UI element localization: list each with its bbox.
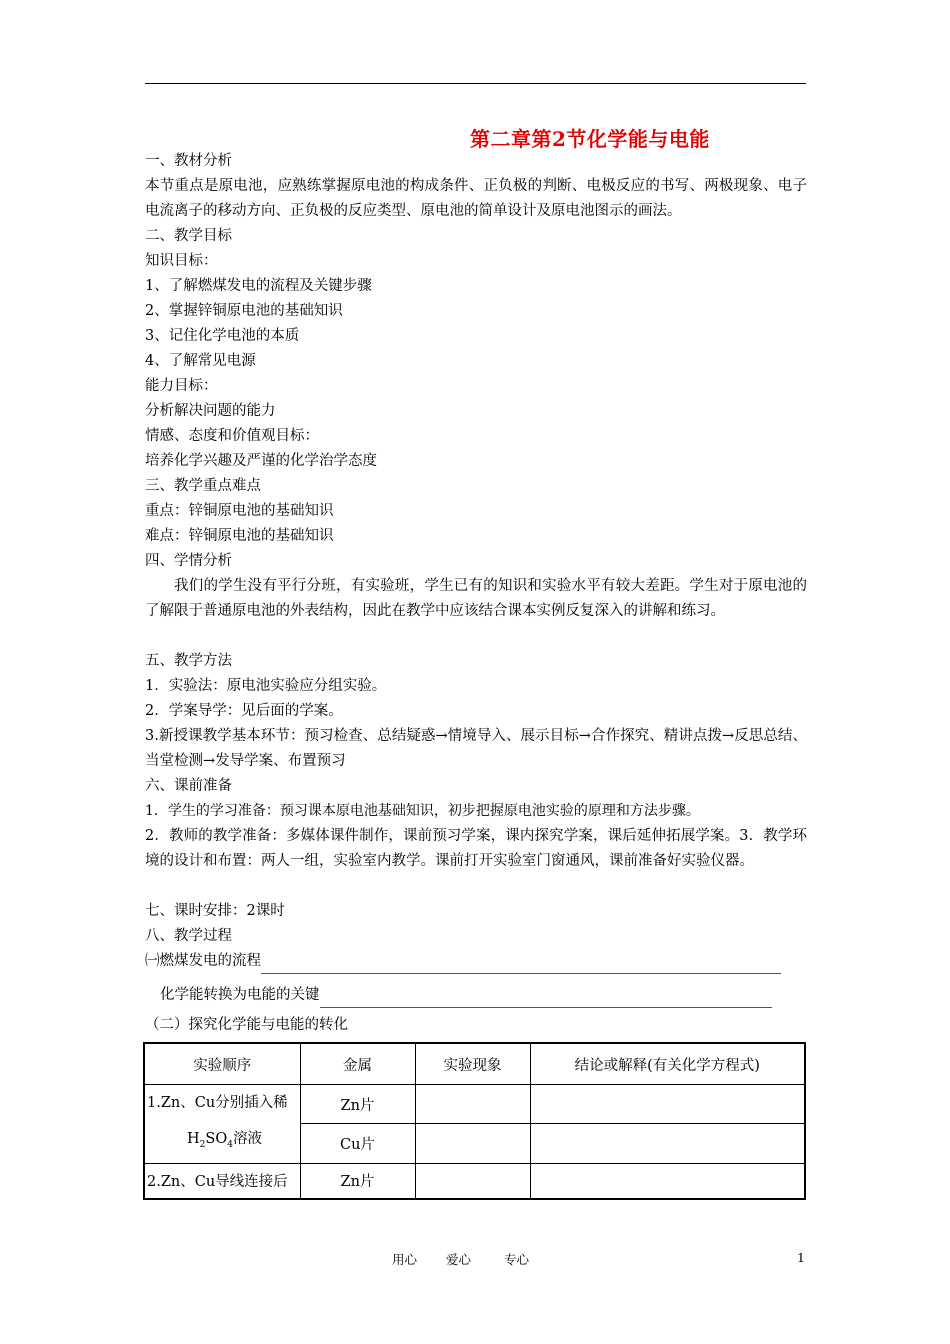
footer-motto-1: 用心 (392, 1252, 418, 1267)
section-heading-6: 六、课前准备 (145, 778, 232, 794)
section-1-body: 本节重点是原电池，应熟练掌握原电池的构成条件、正负极的判断、电极反应的书写、两极现象、电子电流离子的移动方向、正负极的反应类型、原电池的简单设计及原电池图示的画法。 (145, 178, 807, 219)
header-phenomenon: 实验现象 (415, 1043, 530, 1085)
row-1-conclusion-cell[interactable] (530, 1085, 805, 1124)
sub-2: 2 (199, 1139, 206, 1150)
emotion-goals-label: 情感、态度和价值观目标： (145, 428, 319, 444)
section-4-body: 我们的学生没有平行分班，有实验班，学生已有的知识和实验水平有较大差距。学生对于原电池的了解限于普通原电池的外表结构，因此在教学中应该结合课本实例反复深入的讲解和练习。 (145, 578, 807, 619)
experiment-table (143, 1042, 806, 1200)
table-row (144, 1085, 805, 1124)
header-metal: 金属 (300, 1043, 415, 1085)
table-row (144, 1163, 805, 1199)
row-3-label: 2.Zn、Cu导线连接后 (144, 1163, 300, 1199)
knowledge-goal-1: 1、了解燃煤发电的流程及关键步骤 (145, 278, 372, 294)
h-text: H (187, 1131, 200, 1147)
method-2: 2．学案导学：见后面的学案。 (145, 703, 343, 719)
row-3-metal: Zn片 (300, 1163, 415, 1199)
row-2-conclusion-cell[interactable] (530, 1124, 805, 1163)
subsection-heading-2: （二）探究化学能与电能的转化 (145, 1017, 348, 1033)
question-2-blank[interactable] (320, 989, 772, 1008)
row-1-label-line2 (147, 1131, 262, 1150)
row-2-phenomenon-cell[interactable] (415, 1124, 530, 1163)
row-3-conclusion-cell[interactable] (530, 1163, 805, 1199)
question-1-line (145, 949, 810, 974)
knowledge-goal-4: 4、了解常见电源 (145, 353, 256, 369)
row-2-metal: Cu片 (300, 1124, 415, 1163)
knowledge-goal-3: 3、记住化学电池的本质 (145, 328, 300, 344)
footer-motto-3: 专心 (504, 1252, 530, 1267)
section-heading-4: 四、学情分析 (145, 553, 232, 569)
header-rule (145, 83, 806, 84)
prep-1: 1．学生的学习准备：预习课本原电池基础知识，初步把握原电池实验的原理和方法步骤。 (145, 803, 700, 819)
row-1-phenomenon-cell[interactable] (415, 1085, 530, 1124)
sub-4: 4 (227, 1139, 233, 1150)
header-conclusion: 结论或解释(有关化学方程式) (530, 1043, 805, 1085)
question-1-label: ㈠燃煤发电的流程 (145, 953, 261, 969)
prep-2: 2．教师的教学准备：多媒体课件制作，课前预习学案，课内探究学案，课后延伸拓展学案。3．教学环境的设计和布置：两人一组，实验室内教学。课前打开实验室门窗通风，课前准备好实验仪器。 (145, 828, 807, 869)
document-title: 第二章第2节化学能与电能 (470, 127, 710, 151)
ability-goals-label: 能力目标： (145, 378, 218, 394)
question-1-blank[interactable] (261, 955, 781, 974)
row-1-label-line1: 1.Zn、Cu分别插入稀 (147, 1095, 288, 1111)
section-heading-3: 三、教学重点难点 (145, 478, 261, 494)
section-heading-2: 二、教学目标 (145, 228, 232, 244)
knowledge-goals-label: 知识目标： (145, 253, 218, 269)
question-2-label: 化学能转换为电能的关键 (160, 987, 320, 1003)
row-1-metal: Zn片 (300, 1085, 415, 1124)
knowledge-goal-2: 2、掌握锌铜原电池的基础知识 (145, 303, 343, 319)
section-heading-7: 七、课时安排：2课时 (145, 903, 285, 919)
section-heading-1: 一、教材分析 (145, 153, 232, 169)
solution-text: 溶液 (232, 1131, 262, 1147)
footer-motto-2: 爱心 (446, 1252, 472, 1267)
key-point: 重点：锌铜原电池的基础知识 (145, 503, 334, 519)
difficulty-point: 难点：锌铜原电池的基础知识 (145, 528, 334, 544)
method-1: 1．实验法：原电池实验应分组实验。 (145, 678, 387, 694)
ability-goal: 分析解决问题的能力 (145, 403, 276, 419)
section-heading-8: 八、教学过程 (145, 928, 232, 944)
header-order: 实验顺序 (144, 1043, 300, 1085)
page-number: 1 (797, 1250, 805, 1265)
so-text: SO (205, 1131, 228, 1147)
method-3: 3.新授课教学基本环节：预习检查、总结疑惑→情境导入、展示目标→合作探究、精讲点拨→反思总结、当堂检测→发导学案、布置预习 (145, 728, 807, 769)
emotion-goal: 培养化学兴趣及严谨的化学治学态度 (145, 453, 377, 469)
question-2-line (160, 983, 825, 1008)
section-heading-5: 五、教学方法 (145, 653, 232, 669)
row-1-label (144, 1085, 300, 1164)
table-header-row (144, 1043, 805, 1085)
row-3-phenomenon-cell[interactable] (415, 1163, 530, 1199)
